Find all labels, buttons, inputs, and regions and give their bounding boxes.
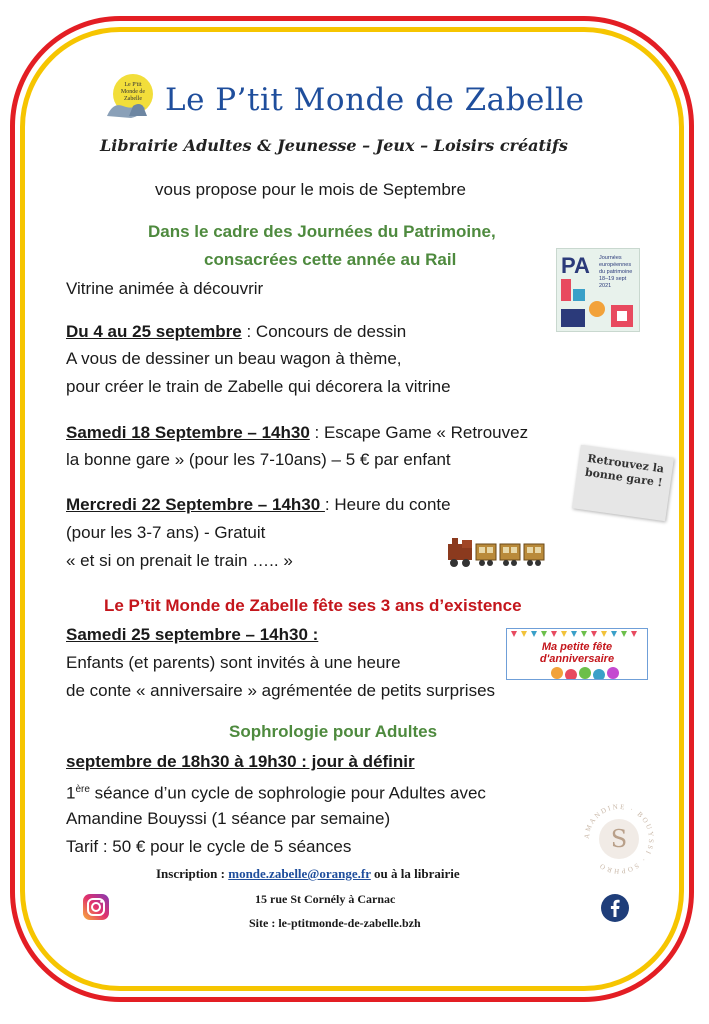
concours-text-1: : Concours de dessin [241, 322, 407, 341]
sophro-ordinal: 1 [66, 783, 76, 803]
escape-line-1 [66, 420, 528, 445]
sophro-line-2: Amandine Bouyssi (1 séance par semaine) [66, 809, 391, 828]
svg-text:Zabelle: Zabelle [124, 96, 142, 102]
concours-line-2: A vous de dessiner un beau wagon à thème, [66, 349, 402, 368]
anniversaire-date [66, 622, 318, 647]
conte-line-3: « et si on prenait le train ….. » [66, 551, 293, 570]
escape-date: Samedi 18 Septembre – 14h30 [66, 423, 310, 442]
instagram-link[interactable] [82, 893, 110, 926]
logo-dog-icon [103, 72, 161, 126]
escape-line-2: la bonne gare » (pour les 7-10ans) – 5 € par enfant [66, 450, 451, 469]
banner-text: Ma petite fête d'anniversaire [539, 641, 615, 665]
sophro-date-text: septembre de 18h30 à 19h30 : jour à définir [66, 752, 415, 771]
anniversaire-heading: Le P’tit Monde de Zabelle fête ses 3 ans d’existence [104, 596, 522, 615]
train-icon [446, 534, 546, 568]
inscription-tail: ou à la librairie [370, 866, 460, 881]
svg-text:AMANDINE · BOUYSSI · SOPHRO: AMANDINE · BOUYSSI · SOPHRO [582, 802, 656, 876]
shop-logo [103, 72, 161, 126]
ticket-text: Retrouvez la bonne gare ! [584, 451, 665, 490]
svg-text:Le P'tit: Le P'tit [124, 82, 142, 88]
sophrologist-seal [580, 800, 658, 878]
journees-patrimoine-poster [556, 248, 640, 332]
sophro-heading: Sophrologie pour Adultes [229, 722, 438, 741]
conte-text-1: : Heure du conte [324, 495, 451, 514]
inscription-label: Inscription : [156, 866, 229, 881]
escape-ticket-image [572, 445, 674, 521]
instagram-icon [82, 893, 110, 921]
site-line[interactable]: Site : le-ptitmonde-de-zabelle.bzh [249, 916, 421, 930]
anniversaire-banner [506, 628, 648, 680]
anniversaire-line-1: Enfants (et parents) sont invités à une heure [66, 653, 401, 672]
seal-graphic [580, 800, 658, 878]
facebook-icon [600, 893, 630, 923]
inscription-line [156, 866, 460, 882]
concours-date: Du 4 au 25 septembre [66, 322, 242, 341]
svg-text:S: S [610, 825, 628, 853]
email-link[interactable]: monde.zabelle@orange.fr [228, 866, 371, 881]
sophro-date [66, 749, 415, 774]
sophro-text-1: séance d’un cycle de sophrologie pour Adultes avec [89, 783, 486, 803]
conte-line-2: (pour les 3-7 ans) - Gratuit [66, 523, 266, 542]
address-line: 15 rue St Cornély à Carnac [255, 892, 396, 906]
conte-date: Mercredi 22 Septembre – 14h30 [66, 495, 325, 514]
vitrine-line: Vitrine animée à découvrir [66, 279, 264, 298]
train-image [446, 534, 546, 573]
svg-text:Monde de: Monde de [120, 89, 146, 95]
escape-text-1: : Escape Game « Retrouvez [309, 423, 529, 442]
shop-title: Le P’tit Monde de Zabelle [165, 82, 585, 118]
sophro-ordinal-sup: ère [75, 784, 90, 795]
patrimoine-heading-1: Dans le cadre des Journées du Patrimoine, [148, 222, 496, 241]
concours-line-3: pour créer le train de Zabelle qui décorera la vitrine [66, 377, 451, 396]
concours-line-1 [66, 319, 406, 344]
intro-line: vous propose pour le mois de Septembre [155, 180, 466, 199]
anniversaire-date-text: Samedi 25 septembre – 14h30 : [66, 625, 319, 644]
svg-text:PA: PA [561, 253, 590, 278]
shop-subtitle: Librairie Adultes & Jeunesse – Jeux – Loisirs créatifs [100, 136, 568, 155]
poster-text: Journées européennes du patrimoine 18–19 sept 2021 [599, 255, 633, 289]
anniversaire-line-2: de conte « anniversaire » agrémentée de petits surprises [66, 681, 496, 700]
sophro-line-1 [66, 777, 486, 806]
conte-line-1 [66, 492, 451, 517]
patrimoine-heading-2: consacrées cette année au Rail [204, 250, 457, 269]
facebook-link[interactable] [600, 893, 630, 928]
sophro-line-3: Tarif : 50 € pour le cycle de 5 séances [66, 837, 352, 856]
